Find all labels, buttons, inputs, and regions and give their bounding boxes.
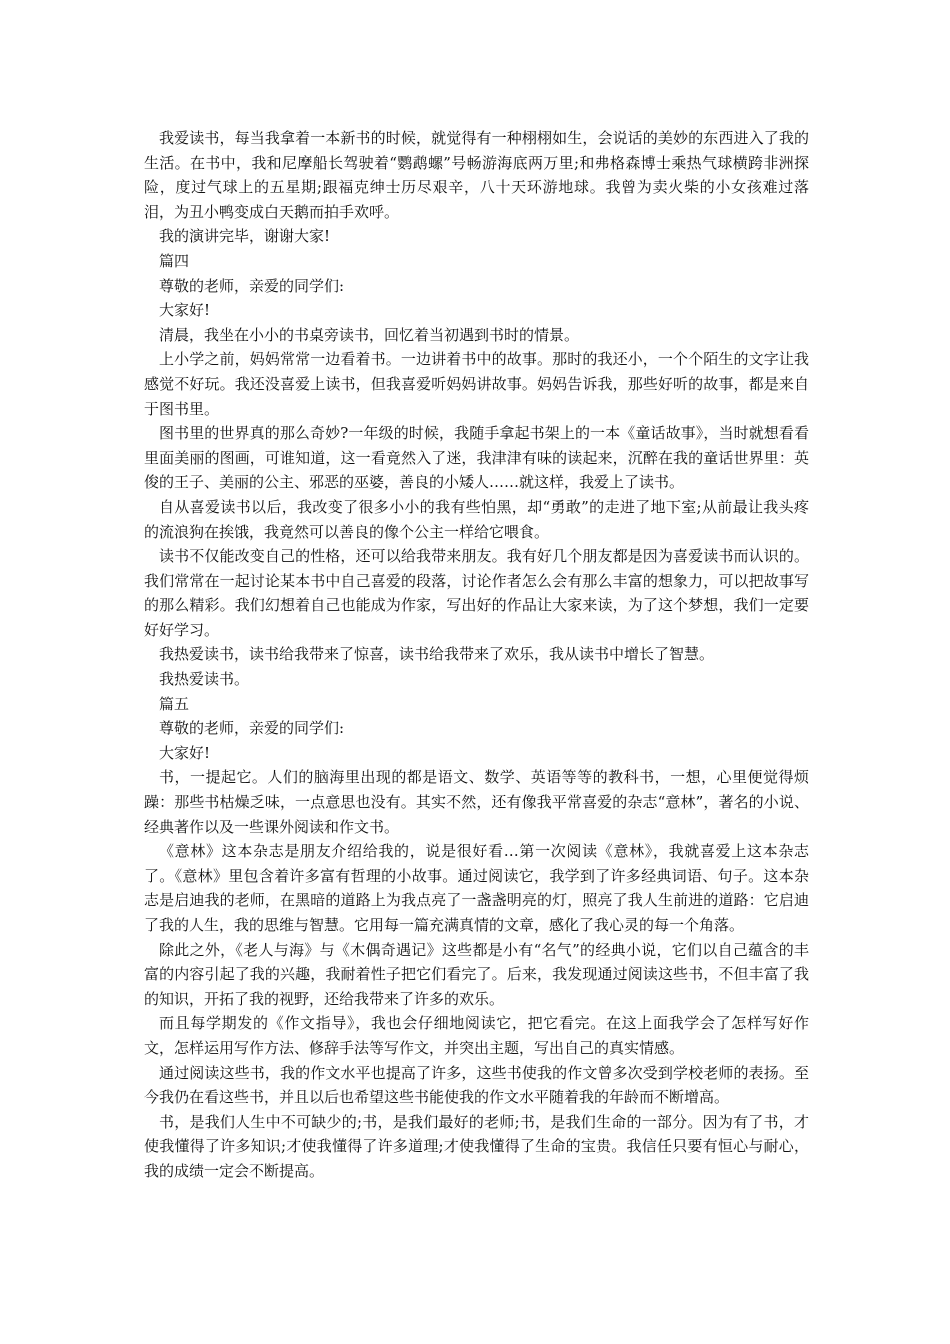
paragraph: 清晨，我坐在小小的书桌旁读书，回忆着当初遇到书时的情景。 xyxy=(159,325,580,344)
paragraph: 我热爱读书，读书给我带来了惊喜，读书给我带来了欢乐，我从读书中增长了智慧。 xyxy=(159,645,715,664)
paragraph-intro: 我爱读书，每当我拿着一本新书的时候，就觉得有一种栩栩如生，会说话的美妙的东西进入了我的生活。在书中，我和尼摩船长驾驶着“鹦鹉螺”号畅游海底两万里;和弗格森博士乘热气球横跨非洲探险，度过气球上的五星期;跟福克绅士历尽艰辛，八十天环游地球。我曾为卖火柴的小女孩难过落泪，为丑小鸭变成白天鹅而拍手欢呼。 xyxy=(144,129,809,221)
section-heading-5: 篇五 xyxy=(159,694,190,713)
paragraph: 书，一提起它。人们的脑海里出现的都是语文、数学、英语等等的教科书，一想，心里便觉得烦躁：那些书枯燥乏味，一点意思也没有。其实不然，还有像我平常喜爱的杂志“意林”，著名的小说、经典著作以及一些课外阅读和作文书。 xyxy=(144,768,809,836)
paragraph: 上小学之前，妈妈常常一边看着书。一边讲着书中的故事。那时的我还小，一个个陌生的文字让我感觉不好玩。我还没喜爱上读书，但我喜爱听妈妈讲故事。妈妈告诉我，那些好听的故事，都是来自于图书里。 xyxy=(144,350,809,418)
paragraph: 自从喜爱读书以后，我改变了很多小小的我有些怕黑，却“勇敢”的走进了地下室;从前最让我头疼的流浪狗在挨饿，我竟然可以善良的像个公主一样给它喂食。 xyxy=(144,497,809,541)
greeting: 大家好! xyxy=(159,301,211,320)
document-body xyxy=(144,126,809,1184)
paragraph: 通过阅读这些书，我的作文水平也提高了许多，这些书使我的作文曾多次受到学校老师的表扬。至今我仍在看这些书，并且以后也希望这些书能使我的作文水平随着我的年龄而不断增高。 xyxy=(144,1063,809,1107)
salutation: 尊敬的老师，亲爱的同学们: xyxy=(159,276,345,295)
paragraph: 而且每学期发的《作文指导》，我也会仔细地阅读它，把它看完。在这上面我学会了怎样写好作文，怎样运用写作方法、修辞手法等写作文，并突出主题，写出自己的真实情感。 xyxy=(144,1014,809,1057)
paragraph: 《意林》这本杂志是朋友介绍给我的，说是很好看…第一次阅读《意林》，我就喜爱上这本杂志了。《意林》里包含着许多富有哲理的小故事。通过阅读它，我学到了许多经典词语、句子。这本杂志是启迪我的老师，在黑暗的道路上为我点亮了一盏盏明亮的灯，照亮了我人生前进的道路：它启迪了我的人生，我的思维与智慧。它用每一篇充满真情的文章，感化了我心灵的每一个角落。 xyxy=(144,842,809,934)
paragraph: 图书里的世界真的那么奇妙?一年级的时候，我随手拿起书架上的一本《童话故事》，当时就想看看里面美丽的图画，可谁知道，这一看竟然入了迷，我津津有味的读起来，沉醉在我的童话世界里：英俊的王子、美丽的公主、邪恶的巫婆，善良的小矮人……就这样，我爱上了读书。 xyxy=(144,424,809,492)
section-heading-4: 篇四 xyxy=(159,251,190,270)
greeting: 大家好! xyxy=(159,743,211,762)
paragraph-closing: 我的演讲完毕，谢谢大家! xyxy=(159,227,331,246)
paragraph: 我热爱读书。 xyxy=(159,670,250,689)
paragraph: 除此之外，《老人与海》与《木偶奇遇记》这些都是小有“名气”的经典小说，它们以自己蕴含的丰富的内容引起了我的兴趣，我耐着性子把它们看完了。后来，我发现通过阅读这些书，不但丰富了我的知识，开拓了我的视野，还给我带来了许多的欢乐。 xyxy=(144,940,809,1008)
paragraph: 读书不仅能改变自己的性格，还可以给我带来朋友。我有好几个朋友都是因为喜爱读书而认识的。我们常常在一起讨论某本书中自己喜爱的段落，讨论作者怎么会有那么丰富的想象力，可以把故事写的那么精彩。我们幻想着自己也能成为作家，写出好的作品让大家来读，为了这个梦想，我们一定要好好学习。 xyxy=(144,547,809,639)
paragraph: 书，是我们人生中不可缺少的;书，是我们最好的老师;书，是我们生命的一部分。因为有了书，才使我懂得了许多知识;才使我懂得了许多道理;才使我懂得了生命的宝贵。我信任只要有恒心与耐心，我的成绩一定会不断提高。 xyxy=(144,1112,809,1180)
salutation: 尊敬的老师，亲爱的同学们: xyxy=(159,719,345,738)
